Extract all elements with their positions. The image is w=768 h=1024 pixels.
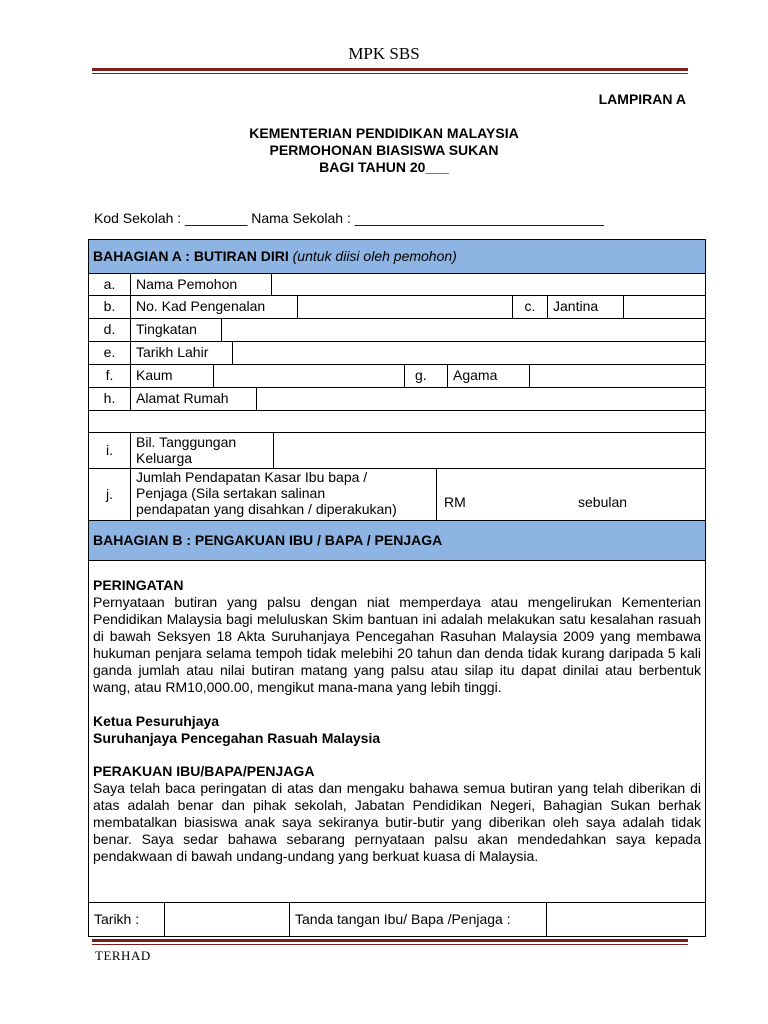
label-keluarga: Keluarga [136, 450, 193, 466]
label-pendapatan-line3: pendapatan yang disahkan / diperakukan) [136, 501, 397, 517]
section-b-body [89, 561, 705, 903]
row-letter: a. [103, 276, 116, 292]
tanda-tangan-label: Tanda tangan Ibu/ Bapa /Penjaga : [295, 911, 511, 927]
label-kaum: Kaum [136, 367, 173, 383]
row-letter: g. [415, 367, 427, 383]
field-alamat-rumah[interactable] [256, 388, 705, 410]
row-letter: j. [106, 486, 113, 502]
section-b-title: BAHAGIAN B : PENGAKUAN IBU / BAPA / PENJAGA [93, 532, 443, 548]
label-kad-pengenalan: No. Kad Pengenalan [136, 298, 266, 314]
document-header-title: MPK SBS [348, 44, 420, 63]
label-pendapatan-line2: Penjaga (Sila sertakan salinan [136, 485, 326, 501]
field-bil-tanggungan[interactable] [273, 433, 705, 468]
field-tarikh[interactable] [164, 903, 289, 936]
row-letter: b. [103, 298, 116, 314]
field-kad-pengenalan[interactable] [297, 296, 512, 318]
label-alamat-rumah: Alamat Rumah [136, 390, 229, 406]
footer-rule [92, 939, 688, 942]
signatory-title: Ketua Pesuruhjaya [93, 713, 220, 729]
section-a-title: BAHAGIAN A : BUTIRAN DIRI (untuk diisi oleh pemohon) [93, 248, 457, 264]
field-tingkatan[interactable] [221, 319, 705, 341]
label-bil-tanggungan: Bil. Tanggungan [136, 434, 237, 450]
field-tarikh-lahir[interactable] [232, 342, 705, 364]
row-letter: f. [105, 367, 114, 383]
lampiran-label: LAMPIRAN A [598, 91, 686, 107]
header-rule-thin [92, 73, 688, 74]
row-nama-pemohon [89, 274, 705, 296]
field-alamat-rumah-continuation[interactable] [89, 411, 705, 433]
label-agama: Agama [453, 367, 498, 383]
row-tarikh-lahir [89, 342, 705, 365]
row-kaum-agama [89, 365, 705, 388]
row-letter: e. [103, 344, 116, 360]
label-nama-pemohon: Nama Pemohon [136, 276, 238, 292]
header-rule [92, 68, 688, 71]
perakuan-text: Saya telah baca peringatan di atas dan mengaku bahawa semua butiran yang telah diberikan di atas adalah benar dan pihak sekolah, Jabatan Pendidikan Negeri, Bahagian Sukan berhak membatalkan biasiswa anak saya sekiranya butir-butir yang diberikan oleh saya adalah tidak benar. Saya sedar bahawa sebarang pernyataan palsu akan mendedahkan saya kepada pendakwaan di bawah undang-undang yang berkuat kuasa di Malaysia. [93, 780, 701, 864]
tarikh-label: Tarikh : [94, 911, 140, 927]
signature-row [89, 903, 705, 936]
row-letter: i. [106, 442, 113, 458]
year-title: BAGI TAHUN 20___ [319, 159, 449, 175]
application-form-table [88, 239, 706, 937]
label-jantina: Jantina [553, 298, 599, 314]
signatory-agency: Suruhanjaya Pencegahan Rasuah Malaysia [93, 730, 381, 746]
classification-label: TERHAD [95, 948, 151, 963]
section-b-header [89, 521, 705, 561]
peringatan-text: Pernyataan butiran yang palsu dengan niat memperdaya atau mengelirukan Kementerian Pendidikan Malaysia bagi meluluskan Skim bantuan ini adalah melakukan satu kesalahan rasuah di bawah Seksyen 18 Akta Suruhanjaya Pencegahan Rasuhan Malaysia 2009 yang membawa hukuman penjara selama tempoh tidak melebihi 20 tahun dan denda tidak kurang daripada 5 kali ganda jumlah atau nilai butiran matang yang palsu atau silap itu dapat dinilai atau berbentuk wang, atau RM10,000.00, mengikut mana-mana yang lebih tinggi. [93, 594, 701, 695]
field-tanda-tangan[interactable] [546, 903, 705, 936]
footer-rule-thin [92, 944, 688, 945]
application-title: PERMOHONAN BIASISWA SUKAN [269, 142, 499, 158]
label-tingkatan: Tingkatan [136, 321, 197, 337]
rm-label: RM [444, 494, 466, 510]
label-tarikh-lahir: Tarikh Lahir [136, 344, 209, 360]
sebulan-label: sebulan [578, 494, 628, 510]
label-pendapatan-line1: Jumlah Pendapatan Kasar Ibu bapa / [136, 469, 368, 485]
section-a-header [89, 240, 705, 274]
row-letter: d. [103, 321, 116, 337]
field-pendapatan[interactable] [436, 469, 705, 520]
row-tingkatan [89, 319, 705, 342]
school-code-line[interactable]: Kod Sekolah : ________ Nama Sekolah : ________________________________ [94, 210, 604, 226]
perakuan-heading: PERAKUAN IBU/BAPA/PENJAGA [93, 763, 315, 779]
peringatan-heading: PERINGATAN [93, 577, 184, 593]
row-letter: c. [524, 298, 536, 314]
row-kad-pengenalan [89, 296, 705, 319]
field-nama-pemohon[interactable] [271, 274, 705, 295]
row-bil-tanggungan [89, 433, 705, 469]
row-alamat-rumah [89, 388, 705, 411]
field-jantina[interactable] [623, 296, 705, 318]
field-agama[interactable] [529, 365, 705, 387]
row-letter: h. [103, 390, 116, 406]
field-kaum[interactable] [213, 365, 404, 387]
ministry-title: KEMENTERIAN PENDIDIKAN MALAYSIA [249, 125, 519, 141]
row-pendapatan [89, 469, 705, 521]
